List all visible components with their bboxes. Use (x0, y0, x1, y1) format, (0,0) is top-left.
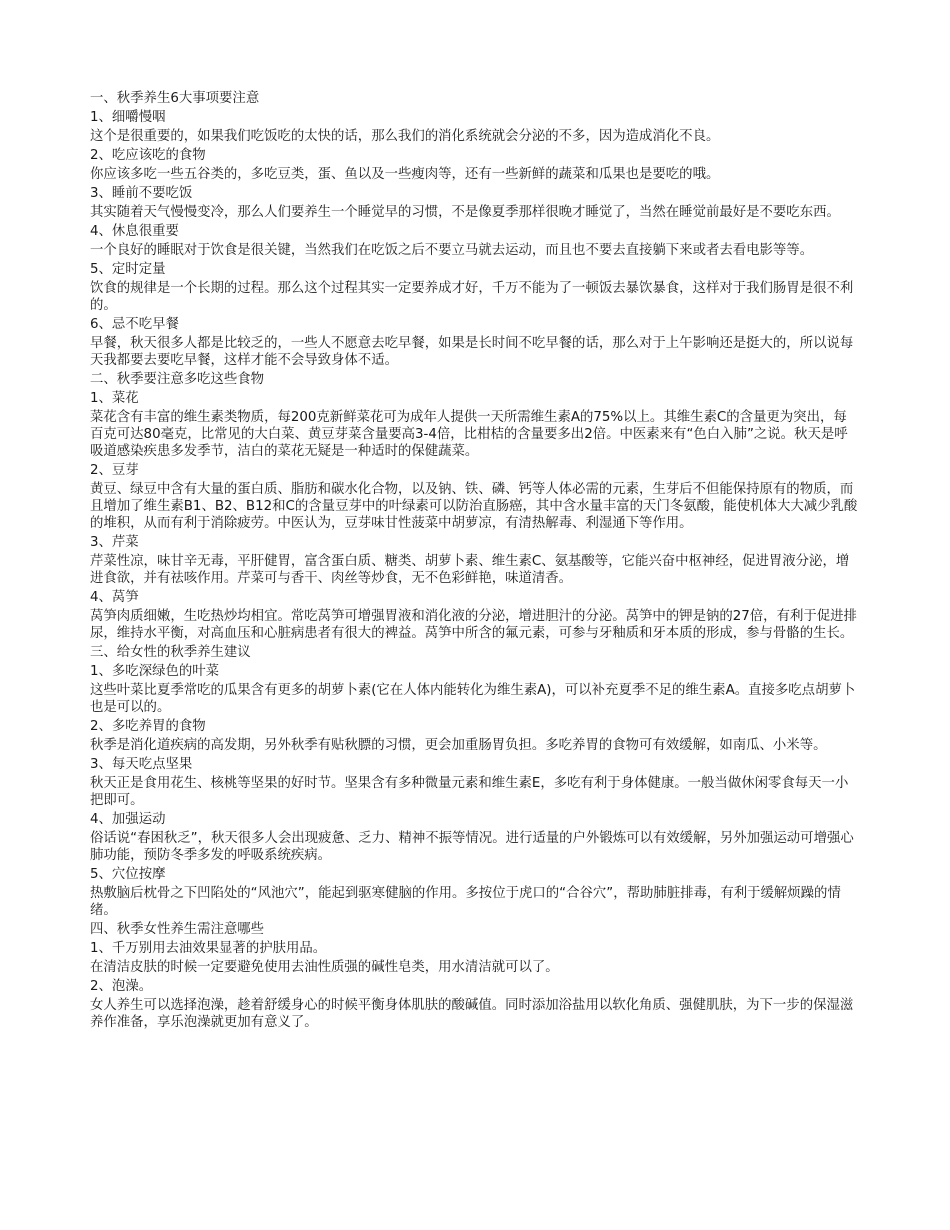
body-paragraph: 女人养生可以选择泡澡，趁着舒缓身心的时候平衡身体肌肤的酸碱值。同时添加浴盐用以软化角质、强健肌肤，为下一步的保湿滋养作准备，享乐泡澡就更加有意义了。 (90, 998, 854, 1030)
section-heading: 3、每天吃点坚果 (90, 757, 193, 772)
body-paragraph: 芹菜性凉，味甘辛无毒，平肝健胃，富含蛋白质、糖类、胡萝卜素、维生素C、氨基酸等，它能兴奋中枢神经，促进胃液分泌，增进食欲，并有祛咳作用。芹菜可与香干、肉丝等炒食，无不色彩鲜艳，味道清香。 (90, 554, 850, 586)
section-heading: 5、穴位按摩 (90, 867, 166, 882)
body-paragraph: 一个良好的睡眠对于饮食是很关键，当然我们在吃饭之后不要立马就去运动，而且也不要去直接躺下来或者去看电影等等。 (90, 243, 814, 258)
section-heading: 2、多吃养胃的食物 (90, 719, 206, 734)
body-paragraph: 莴笋肉质细嫩，生吃热炒均相宜。常吃莴笋可增强胃液和消化液的分泌，增进胆汁的分泌。莴笋中的钾是钠的27倍，有利于促进排尿，维持水平衡，对高血压和心脏病患者有很大的裨益。莴笋中所含的氟元素，可参与牙釉质和牙本质的形成，参与骨骼的生长。 (90, 609, 857, 641)
section-heading: 三、给女性的秋季养生建议 (90, 645, 251, 660)
body-paragraph: 其实随着天气慢慢变冷，那么人们要养生一个睡觉早的习惯，不是像夏季那样很晚才睡觉了，当然在睡觉前最好是不要吃东西。 (90, 205, 840, 220)
document-page (90, 90, 858, 1033)
section-heading: 3、睡前不要吃饭 (90, 186, 193, 201)
section-heading: 1、菜花 (90, 391, 139, 406)
body-paragraph: 饮食的规律是一个长期的过程。那么这个过程其实一定要养成才好，千万不能为了一顿饭去暴饮暴食，这样对于我们肠胃是很不利的。 (90, 281, 854, 313)
body-paragraph: 这些叶菜比夏季常吃的瓜果含有更多的胡萝卜素(它在人体内能转化为维生素A)，可以补充夏季不足的维生素A。直接多吃点胡萝卜也是可以的。 (90, 683, 856, 715)
body-paragraph: 这个是很重要的，如果我们吃饭吃的太快的话，那么我们的消化系统就会分泌的不多，因为造成消化不良。 (90, 129, 720, 144)
section-heading: 一、秋季养生6大事项要注意 (90, 91, 260, 106)
section-heading: 1、千万别用去油效果显著的护肤用品。 (90, 941, 327, 956)
body-paragraph: 黄豆、绿豆中含有大量的蛋白质、脂肪和碳水化合物，以及钠、铁、磷、钙等人体必需的元素，生芽后不但能保持原有的物质，而且增加了维生素B1、B2、B12和C的含量豆芽中的叶绿素可以防治直肠癌，其中含水量丰富的天门冬氨酸，能使机体大大减少乳酸的堆积，从而有利于消除疲劳。中医认为，豆芽味甘性菠菜中胡萝凉，有清热解毒、利湿通下等作用。 (90, 482, 858, 531)
body-paragraph: 热敷脑后枕骨之下凹陷处的“风池穴”，能起到驱寒健脑的作用。多按位于虎口的“合谷穴”，帮助肺脏排毒，有利于缓解烦躁的情绪。 (90, 886, 841, 918)
section-heading: 3、芹菜 (90, 535, 139, 550)
body-paragraph: 俗话说“春困秋乏”，秋天很多人会出现疲惫、乏力、精神不振等情况。进行适量的户外锻炼可以有效缓解，另外加强运动可增强心肺功能，预防冬季多发的呼吸系统疾病。 (90, 831, 854, 863)
section-heading: 4、加强运动 (90, 812, 166, 827)
section-heading: 4、莴笋 (90, 590, 139, 605)
section-heading: 2、吃应该吃的食物 (90, 148, 206, 163)
section-heading: 4、休息很重要 (90, 224, 179, 239)
section-heading: 二、秋季要注意多吃这些食物 (90, 372, 265, 387)
section-heading: 6、忌不吃早餐 (90, 317, 179, 332)
body-paragraph: 秋季是消化道疾病的高发期，另外秋季有贴秋膘的习惯，更会加重肠胃负担。多吃养胃的食物可有效缓解，如南瓜、小米等。 (90, 738, 827, 753)
section-heading: 1、多吃深绿色的叶菜 (90, 664, 220, 679)
section-heading: 2、泡澡。 (90, 979, 153, 994)
section-heading: 5、定时定量 (90, 262, 166, 277)
section-heading: 1、细嚼慢咽 (90, 110, 166, 125)
body-paragraph: 在清洁皮肤的时候一定要避免使用去油性质强的碱性皂类，用水清洁就可以了。 (90, 960, 559, 975)
body-paragraph: 秋天正是食用花生、核桃等坚果的好时节。坚果含有多种微量元素和维生素E，多吃有利于身体健康。一般当做休闲零食每天一小把即可。 (90, 776, 849, 808)
body-paragraph: 菜花含有丰富的维生素类物质，每200克新鲜菜花可为成年人提供一天所需维生素A的75%以上。其维生素C的含量更为突出，每百克可达80毫克，比常见的大白菜、黄豆芽菜含量要高3-4倍，比柑桔的含量要多出2倍。中医素来有“色白入肺”之说。秋天是呼吸道感染疾患多发季节，洁白的菜花无疑是一种适时的保健蔬菜。 (90, 410, 848, 459)
section-heading: 2、豆芽 (90, 463, 139, 478)
section-heading: 四、秋季女性养生需注意哪些 (90, 922, 265, 937)
body-paragraph: 早餐，秋天很多人都是比较乏的，一些人不愿意去吃早餐，如果是长时间不吃早餐的话，那么对于上午影响还是挺大的，所以说每天我都要去要吃早餐，这样才能不会导致身体不适。 (90, 336, 854, 368)
body-paragraph: 你应该多吃一些五谷类的，多吃豆类，蛋、鱼以及一些瘦肉等，还有一些新鲜的蔬菜和瓜果也是要吃的哦。 (90, 167, 720, 182)
